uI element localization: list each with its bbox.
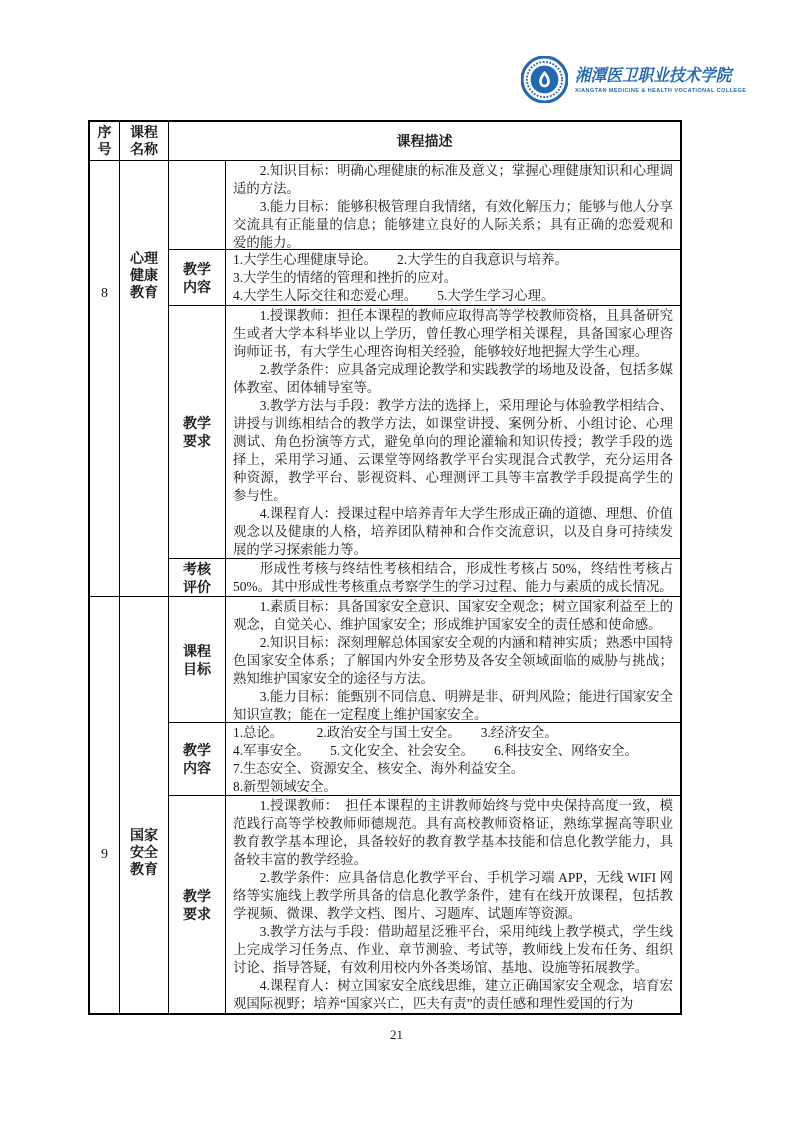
row8-teaching-content-label: 教学 内容 xyxy=(169,250,226,305)
table-row-course-8 xyxy=(90,161,680,597)
row8-section-teaching-content xyxy=(169,250,680,306)
paragraph: 2.知识目标：深刻理解总体国家安全观的内涵和精神实质；熟悉中国特色国家安全体系；了解国内外安全形势及各安全领域面临的威胁与挑战；熟知维护国家安全的途径与方法。 xyxy=(233,635,673,686)
list-line: 3.大学生的情绪的管理和挫折的应对。 xyxy=(233,270,458,285)
list-line: 1.总论。 2.政治安全与国土安全。 3.经济安全。 xyxy=(233,725,558,740)
header-course-name-line1: 课程 xyxy=(130,124,158,140)
paragraph: 4.课程育人：树立国家安全底线思维，建立正确国家安全观念，培育宏观国际视野；培养“国家兴亡，匹夫有责”的责任感和理性爱国的行为 xyxy=(233,978,673,1011)
header-course-description xyxy=(169,122,680,160)
row8-teaching-content-body xyxy=(226,250,680,305)
paragraph: 1.授课教师： 担任本课程的主讲教师始终与党中央保持高度一致，模范践行高等学校教师师德规范。具有高校教师资格证，熟练掌握高等职业教育教学基本理论，具备较好的教育教学基本技能和信息化教学能力，具备较丰富的教学经验。 xyxy=(233,798,673,867)
row8-description-cell xyxy=(169,161,680,596)
paragraph: 3.能力目标：能够积极管理自我情绪，有效化解压力；能够与他人分享交流具有正能量的信息；能够建立良好的人际关系；具有正确的恋爱观和爱的能力。 xyxy=(233,199,673,249)
row8-section-assessment xyxy=(169,559,680,596)
header-course-name xyxy=(120,122,169,160)
row8-course-name: 心理 健康 教育 xyxy=(130,250,158,300)
paragraph: 3.教学方法与手段：借助超星泛雅平台，采用纯线上教学模式，学生线上完成学习任务点、作业、章节测验、考试等，教师线上发布任务、组织讨论、指导答疑，有效利用校内外各类场馆、基地、设施等拓展教学。 xyxy=(233,924,673,975)
row9-section-course-goals xyxy=(169,597,680,723)
row8-seq-number: 8 xyxy=(101,286,108,301)
row9-course-name: 国家 安全 教育 xyxy=(130,827,158,877)
header-seq-no-line1: 序 xyxy=(97,124,112,140)
header-seq-no xyxy=(90,122,120,160)
table-row-course-9 xyxy=(90,597,680,1013)
paragraph: 形成性考核与终结性考核相结合，形成性考核占 50%，终结性考核占50%。其中形成性考核重点考察学生的学习过程、能力与素质的成长情况。 xyxy=(233,561,673,594)
row8-goals-content xyxy=(226,161,680,249)
college-name-block xyxy=(575,65,746,95)
header-seq-no-line2: 号 xyxy=(97,141,112,157)
paragraph: 2.教学条件：应具备信息化教学平台、手机学习端 APP，无线 WIFI 网络等实施线上教学所具备的信息化教学条件，建有在线开放课程，包括教学视频、微课、教学文档、图片、习题库、试题库等资源。 xyxy=(233,870,673,921)
list-line: 4.大学生人际交往和恋爱心理。 5.大学生学习心理。 xyxy=(233,288,555,303)
list-line: 7.生态安全、资源安全、核安全、海外利益安全。 xyxy=(233,761,525,776)
paragraph: 1.授课教师：担任本课程的教师应取得高等学校教师资格，且具备研究生或者大学本科毕业以上学历，曾任教心理学相关课程，具备国家心理咨询师证书，有大学生心理咨询相关经验，能够较好地把握大学生心理。 xyxy=(233,308,673,359)
row8-teaching-requirements-body xyxy=(226,306,680,558)
paragraph: 1.素质目标：具备国家安全意识、国家安全观念；树立国家利益至上的观念，自觉关心、维护国家安全；形成维护国家安全的责任感和使命感。 xyxy=(233,599,673,632)
row8-course-name-cell xyxy=(120,161,169,596)
row9-course-goals-label: 课程 目标 xyxy=(169,597,226,722)
row9-teaching-content-body xyxy=(226,723,680,795)
list-line: 4.军事安全。 5.文化安全、社会安全。 6.科技安全、网络安全。 xyxy=(233,743,639,758)
college-emblem-icon xyxy=(521,56,568,103)
header-course-description-text: 课程描述 xyxy=(396,132,453,149)
paragraph: 2.教学条件：应具备完成理论教学和实践教学的场地及设备，包括多媒体教室、团体辅导室等。 xyxy=(233,362,673,395)
row9-teaching-requirements-label: 教学 要求 xyxy=(169,796,226,1013)
paragraph: 4.课程育人：授课过程中培养青年大学生形成正确的道德、理想、价值观念以及健康的人格，培养团队精神和合作交流意识，以及自身可持续发展的学习探索能力等。 xyxy=(233,506,673,557)
row8-assessment-body xyxy=(226,559,680,596)
row9-teaching-content-label: 教学 内容 xyxy=(169,723,226,795)
row8-section-teaching-requirements xyxy=(169,306,680,559)
course-description-table xyxy=(88,120,682,1015)
table-header-row xyxy=(90,122,680,161)
row9-section-teaching-content xyxy=(169,723,680,796)
row8-seq-cell xyxy=(90,161,120,596)
row9-seq-number: 9 xyxy=(101,847,108,862)
row9-section-teaching-requirements xyxy=(169,796,680,1013)
list-line: 1.大学生心理健康导论。 2.大学生的自我意识与培养。 xyxy=(233,252,568,267)
row8-section-goals-continued xyxy=(169,161,680,250)
list-line: 8.新型领域安全。 xyxy=(233,779,337,794)
row8-goals-label-empty xyxy=(169,161,226,249)
row9-teaching-requirements-body xyxy=(226,796,680,1013)
row9-course-goals-body xyxy=(226,597,680,722)
page-number: 21 xyxy=(390,1027,403,1042)
college-logo xyxy=(521,56,746,103)
row8-assessment-label: 考核 评价 xyxy=(169,559,226,596)
header-course-name-line2: 名称 xyxy=(130,141,158,157)
college-name-zh: 湘潭医卫职业技术学院 xyxy=(575,65,732,85)
college-name-en: XIANGTAN MEDICINE & HEALTH VOCATIONAL COLLEGE xyxy=(575,87,747,94)
row9-description-cell xyxy=(169,597,680,1013)
row9-seq-cell xyxy=(90,597,120,1013)
row9-course-name-cell xyxy=(120,597,169,1013)
paragraph: 3.能力目标：能甄别不同信息、明辨是非、研判风险；能进行国家安全知识宣教；能在一定程度上维护国家安全。 xyxy=(233,689,673,722)
paragraph: 2.知识目标：明确心理健康的标准及意义；掌握心理健康知识和心理调适的方法。 xyxy=(233,163,673,196)
paragraph: 3.教学方法与手段：教学方法的选择上，采用理论与体验教学相结合、讲授与训练相结合的教学方法，如课堂讲授、案例分析、小组讨论、心理测试、角色扮演等方式，避免单向的理论灌输和知识传授；教学手段的选择上，采用学习通、云课堂等网络教学平台实现混合式教学，充分运用各种资源，教学平台、影视资料、心理测评工具等丰富教学手段提高学生的参与性。 xyxy=(233,398,673,503)
row8-teaching-requirements-label: 教学 要求 xyxy=(169,306,226,558)
